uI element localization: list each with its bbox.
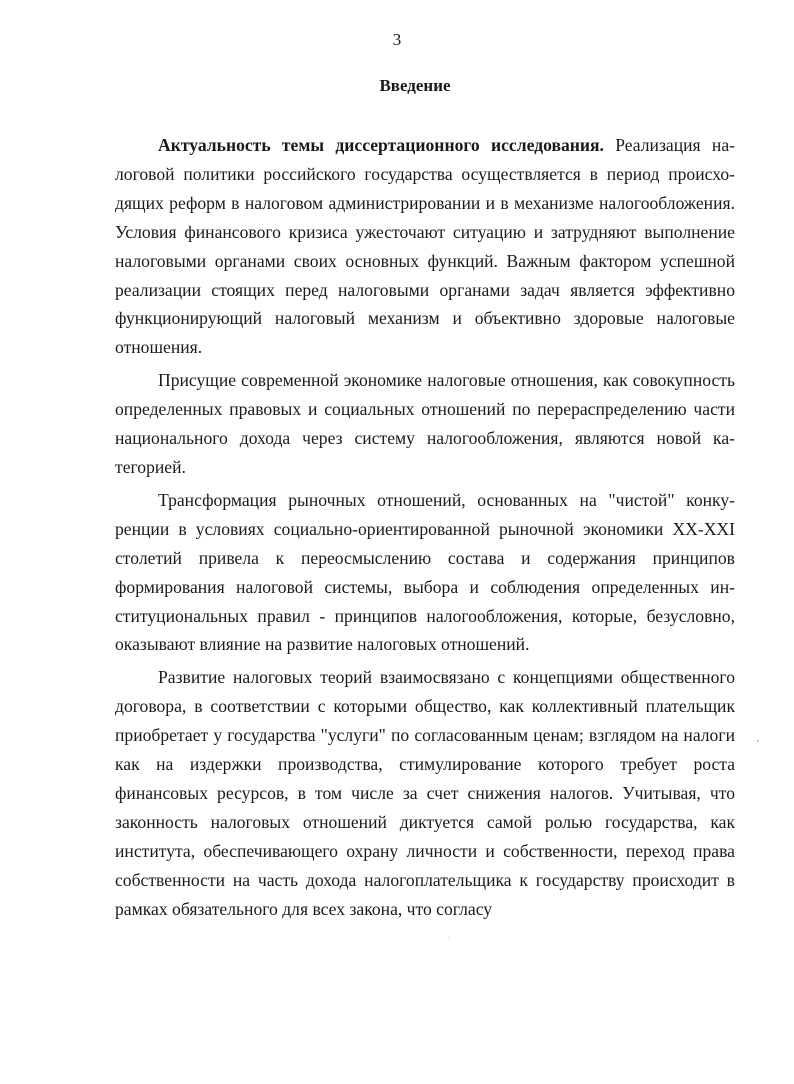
relevance-text: Реализация налоговой политики российского государства осуществляется в период происходящих реформ в налоговом администрировании и в механизме налогообложения. Условия финансового кризиса ужесточают ситуацию и затрудняют выполнение налоговыми органами своих основных функций. Важным фактором успешной реализации стоящих перед налоговыми органами задач является эффективно функционирующий налоговый механизм и объективно здоровые налоговые отношения. [115, 135, 735, 358]
paragraph-relevance [115, 131, 735, 362]
paragraph-market-transformation: Трансформация рыночных отношений, основанных на "чистой" конкуренции в условиях социально-ориентированной рыночной экономики XX-XXI столетий привела к переосмыслению состава и содержания принципов формирования налоговой системы, выбора и соблюдения определенных институциональных правил - принципов налогообложения, которые, безусловно, оказывают влияние на развитие налоговых отношений. [115, 489, 735, 655]
section-heading: Введение [379, 76, 451, 95]
scan-speck [757, 740, 759, 742]
paragraph-tax-relations: Присущие современной экономике налоговые отношения, как совокупность определенных правовых и социальных отношений по перераспределению части национального дохода через систему налогообложения, являются новой категорией. [115, 370, 735, 477]
body-text [115, 131, 735, 923]
paragraph-tax-theories: Развитие налоговых теорий взаимосвязано с концепциями общественного договора, в соответствии с которыми общество, как коллективный плательщик приобретает у государства "услуги" по согласованным ценам; взглядом на налоги как на издержки производства, стимулирование которого требует роста финансовых ресурсов, в том числе за счет снижения налогов. Учитывая, что законность налоговых отношений диктуется самой ролью государства, как института, обеспечивающего охрану личности и собственности, переход права собственности на часть дохода налогоплательщика к государству происходит в рамках обязательного для всех закона, что согласу [115, 667, 735, 919]
scan-speck [448, 937, 449, 938]
relevance-lead: Актуальность темы диссертационного исследования. [158, 135, 604, 155]
page-number: 3 [392, 30, 402, 49]
